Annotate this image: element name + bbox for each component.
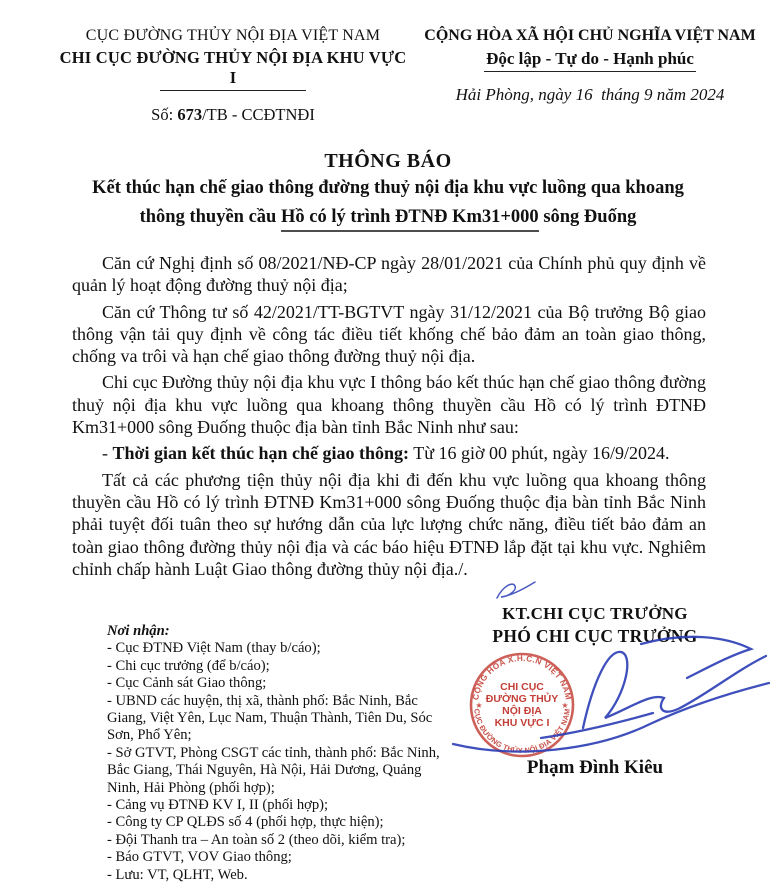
- recipient-item: - Báo GTVT, VOV Giao thông;: [107, 849, 292, 866]
- paragraph-end-time: [72, 442, 706, 464]
- handwritten-signature: [445, 612, 776, 762]
- stamp-star-left-icon: ★: [475, 701, 483, 710]
- motto-wrap: [409, 49, 771, 72]
- paragraph-compliance: Tất cả các phương tiện thủy nội địa khi đi đến khu vực luồng qua khoang thông thuyền cầu Hồ có lý trình ĐTNĐ Km31+000 sông Đuống thuộc địa bàn tỉnh Bắc Ninh phải tuyệt đối tuân theo sự hướng dẫn của lực lượng chức năng, điều tiết bảo đảm an toàn giao thông đường thủy nội địa và các báo hiệu ĐTNĐ lắp đặt tại khu vực. Nghiêm chỉnh chấp hành Luật Giao thông đường thủy nội địa./.: [72, 469, 706, 579]
- recipient-item: - Sở GTVT, Phòng CSGT các tỉnh, thành phố: Bắc Ninh, Bắc Giang, Thái Nguyên, Hà Nội, Hải Dương, Quảng Ninh, Hải Phòng (phối hợp);: [107, 744, 440, 796]
- document-number-label: Số:: [151, 105, 178, 124]
- end-time-label: Thời gian kết thúc hạn chế giao thông:: [112, 443, 410, 464]
- subject-line2-underlined: Hồ có lý trình ĐTNĐ Km31+000: [281, 207, 539, 232]
- signature-underline-stroke: [453, 683, 769, 751]
- parent-agency-name: CỤC ĐƯỜNG THỦY NỘI ĐỊA VIỆT NAM: [85, 27, 381, 44]
- stamp-star-right-icon: ★: [561, 701, 569, 710]
- signature-cross-stroke: [541, 713, 653, 738]
- signature-flourish-stroke: [583, 652, 766, 728]
- recipient-item: - Công ty CP QLĐS số 4 (phối hợp, thực hiện);: [107, 814, 384, 831]
- national-header-block: [409, 27, 771, 125]
- signature-top-curl-stroke: [641, 637, 751, 678]
- document-subject-line2: [0, 204, 776, 231]
- recipient-item: - Cục Cảnh sát Giao thông;: [107, 675, 267, 692]
- recipients-heading: Nơi nhận:: [107, 623, 170, 639]
- document-number-suffix: /TB - CCĐTNĐI: [202, 105, 315, 124]
- document-header: [0, 0, 776, 125]
- document-number: [57, 105, 409, 125]
- signer-position-line: PHÓ CHI CỤC TRƯỞNG: [492, 626, 698, 646]
- subject-line2-pre: thông thuyền cầu: [139, 207, 281, 227]
- agency-name: CHI CỤC ĐƯỜNG THỦY NỘI ĐỊA KHU VỰC I: [59, 48, 407, 87]
- agency-underline-rule: [160, 90, 306, 91]
- issuing-agency-block: [57, 27, 409, 125]
- document-subject-line1: Kết thúc hạn chế giao thông đường thuỷ nội địa khu vực luồng qua khoang: [92, 178, 684, 198]
- signer-name: Phạm Đình Kiêu: [526, 757, 664, 778]
- stamp-center-line2: ĐƯỜNG THỦY: [485, 693, 559, 705]
- document-body: [72, 252, 706, 580]
- recipient-item: - Chi cục trưởng (để b/cáo);: [107, 657, 270, 674]
- stamp-bottom-arc-text: CỤC ĐƯỜNG THỦY NỘI ĐỊA VIỆT NAM: [472, 707, 572, 756]
- pen-mark-stroke: [497, 582, 535, 598]
- national-motto: Độc lập - Tự do - Hạnh phúc: [484, 49, 696, 72]
- signer-authority-line: KT.CHI CỤC TRƯỞNG: [502, 604, 688, 623]
- national-title: CỘNG HÒA XÃ HỘI CHỦ NGHĨA VIỆT NAM: [424, 27, 756, 44]
- recipient-item: - Đội Thanh tra – An toàn số 2 (theo dõi, kiểm tra);: [107, 831, 406, 848]
- document-type-title: THÔNG BÁO: [324, 150, 452, 172]
- recipient-item: - Cục ĐTNĐ Việt Nam (thay b/cáo);: [107, 640, 321, 657]
- paragraph-legal-basis-2: Căn cứ Thông tư số 42/2021/TT-BGTVT ngày 31/12/2021 của Bộ trưởng Bộ giao thông vận tải quy định về công tác điều tiết khống chế bảo đảm an toàn giao thông, chống va trôi và hạn chế giao thông đường thuỷ nội địa.: [72, 301, 706, 367]
- recipients-block: [107, 623, 448, 884]
- paragraph-legal-basis-1: Căn cứ Nghị định số 08/2021/NĐ-CP ngày 28/01/2021 của Chính phủ quy định về quản lý hoạt động đường thuỷ nội địa;: [72, 253, 706, 296]
- recipient-item: - UBND các huyện, thị xã, thành phố: Bắc Ninh, Bắc Giang, Việt Yên, Lục Nam, Thuận Thành, Tiên Du, Sóc Sơn, Phổ Yên;: [107, 692, 433, 744]
- recipient-item: - Lưu: VT, QLHT, Web.: [107, 866, 248, 883]
- stamp-center-line3: NỘI ĐỊA: [502, 705, 542, 717]
- stamp-center-line1: CHI CỤC: [500, 681, 544, 693]
- end-time-dash: -: [102, 443, 113, 464]
- subject-line2-post: sông Đuống: [538, 207, 637, 227]
- place-dateline: Hải Phòng, ngày 16 tháng 9 năm 2024: [455, 85, 725, 104]
- end-time-value: Từ 16 giờ 00 phút, ngày 16/9/2024.: [409, 443, 670, 464]
- document-number-value: 673: [177, 105, 203, 124]
- paragraph-announcement: Chi cục Đường thủy nội địa khu vực I thông báo kết thúc hạn chế giao thông đường thuỷ nội địa khu vực luồng qua khoang thông thuyền cầu Hồ có lý trình ĐTNĐ Km31+000 sông Đuống thuộc địa bàn tỉnh Bắc Ninh như sau:: [72, 372, 706, 438]
- recipient-item: - Cảng vụ ĐTNĐ KV I, II (phối hợp);: [107, 797, 329, 814]
- stamp-center-line4: KHU VỰC I: [494, 717, 550, 729]
- document-title-block: [0, 150, 776, 231]
- stamp-top-arc-text: CỘNG HÒA X.H.C.N VIỆT NAM: [471, 653, 573, 701]
- small-pen-mark: [492, 578, 538, 603]
